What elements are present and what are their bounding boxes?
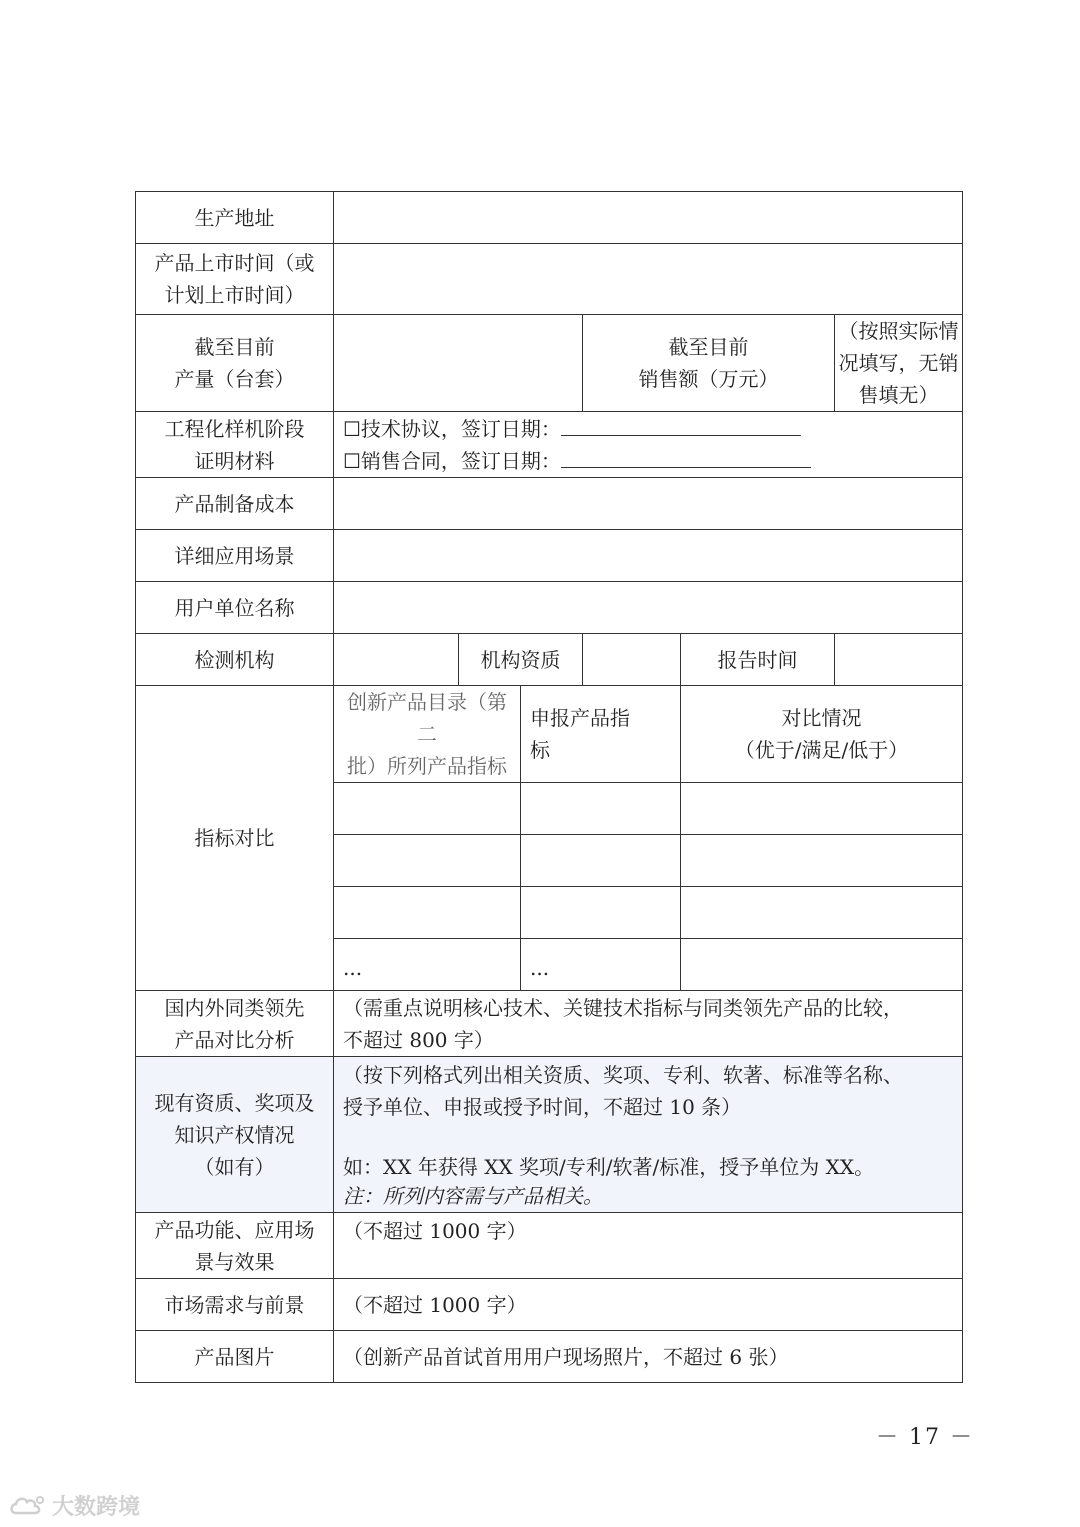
row-ip: [136, 1057, 963, 1213]
market-field[interactable]: （不超过 1000 字）: [334, 1279, 963, 1331]
indicator-label: 指标对比: [136, 686, 334, 991]
proof-label: 工程化样机阶段 证明材料: [136, 412, 334, 478]
row-production-address: [136, 192, 963, 244]
testing-org-field[interactable]: [334, 634, 459, 686]
scenario-label: 详细应用场景: [136, 530, 334, 582]
sales-contract-date-line[interactable]: [561, 445, 811, 468]
function-field[interactable]: （不超过 1000 字）: [334, 1213, 963, 1279]
report-time-field[interactable]: [835, 634, 963, 686]
report-time-label: 报告时间: [681, 634, 835, 686]
proof-options: [334, 412, 963, 478]
declared-indicator-header: 申报产品指 标: [521, 686, 681, 783]
row-proof-materials: [136, 412, 963, 478]
row-market: [136, 1279, 963, 1331]
ip-field[interactable]: （按下列格式列出相关资质、奖项、专利、软著、标准等名称、 授予单位、申报或授予时间，不超过 10 条） 如：XX 年获得 XX 奖项/专利/软著/标准，授予单位为 XX。 注：所列内容需与产品相关。: [334, 1057, 963, 1213]
comparison-header: 对比情况 （优于/满足/低于）: [681, 686, 963, 783]
sales-label: 截至目前 销售额（万元）: [583, 315, 835, 412]
catalog-indicator-header: 创新产品目录（第二 批）所列产品指标: [334, 686, 521, 783]
comparison-cell[interactable]: [681, 887, 963, 939]
tech-agreement-date-line[interactable]: [561, 413, 801, 436]
row-cost: [136, 478, 963, 530]
output-label: 截至目前 产量（台套）: [136, 315, 334, 412]
row-scenario: [136, 530, 963, 582]
catalog-indicator-cell[interactable]: ...: [334, 939, 521, 991]
row-user-unit: [136, 582, 963, 634]
photo-label: 产品图片: [136, 1331, 334, 1383]
competitor-field[interactable]: （需重点说明核心技术、关键技术指标与同类领先产品的比较， 不超过 800 字）: [334, 991, 963, 1057]
row-indicator-header: [136, 686, 963, 783]
row-testing-org: [136, 634, 963, 686]
user-unit-label: 用户单位名称: [136, 582, 334, 634]
market-label: 市场需求与前景: [136, 1279, 334, 1331]
qualification-label: 机构资质: [459, 634, 583, 686]
scenario-field[interactable]: [334, 530, 963, 582]
row-photos: [136, 1331, 963, 1383]
ip-label: 现有资质、奖项及 知识产权情况 （如有）: [136, 1057, 334, 1213]
catalog-indicator-cell[interactable]: [334, 887, 521, 939]
launch-time-field[interactable]: [334, 244, 963, 315]
competitor-label: 国内外同类领先 产品对比分析: [136, 991, 334, 1057]
application-form-table: [135, 191, 963, 1383]
row-competitor-analysis: [136, 991, 963, 1057]
declared-indicator-cell[interactable]: [521, 887, 681, 939]
catalog-indicator-cell[interactable]: [334, 835, 521, 887]
testing-org-label: 检测机构: [136, 634, 334, 686]
sales-field[interactable]: （按照实际情况填写，无销 售填无）: [835, 315, 963, 412]
photo-field[interactable]: （创新产品首试首用用户现场照片，不超过 6 张）: [334, 1331, 963, 1383]
tech-agreement-option[interactable]: ☐技术协议，签订日期：: [343, 413, 953, 445]
row-output-sales: [136, 315, 963, 412]
sales-contract-option[interactable]: ☐销售合同，签订日期：: [343, 445, 953, 477]
row-function: [136, 1213, 963, 1279]
watermark-logo: [8, 1490, 140, 1521]
production-address-field[interactable]: [334, 192, 963, 244]
cost-label: 产品制备成本: [136, 478, 334, 530]
comparison-cell[interactable]: [681, 939, 963, 991]
watermark-cloud-icon: [8, 1493, 48, 1519]
row-launch-time: [136, 244, 963, 315]
user-unit-field[interactable]: [334, 582, 963, 634]
comparison-cell[interactable]: [681, 835, 963, 887]
page-number: － 17 －: [876, 1425, 974, 1450]
production-address-label: 生产地址: [136, 192, 334, 244]
qualification-field[interactable]: [583, 634, 681, 686]
output-field[interactable]: [334, 315, 583, 412]
watermark-text: 大数跨境: [52, 1495, 141, 1520]
comparison-cell[interactable]: [681, 783, 963, 835]
launch-time-label: 产品上市时间（或 计划上市时间）: [136, 244, 334, 315]
declared-indicator-cell[interactable]: [521, 783, 681, 835]
cost-field[interactable]: [334, 478, 963, 530]
catalog-indicator-cell[interactable]: [334, 783, 521, 835]
declared-indicator-cell[interactable]: ...: [521, 939, 681, 991]
function-label: 产品功能、应用场 景与效果: [136, 1213, 334, 1279]
declared-indicator-cell[interactable]: [521, 835, 681, 887]
